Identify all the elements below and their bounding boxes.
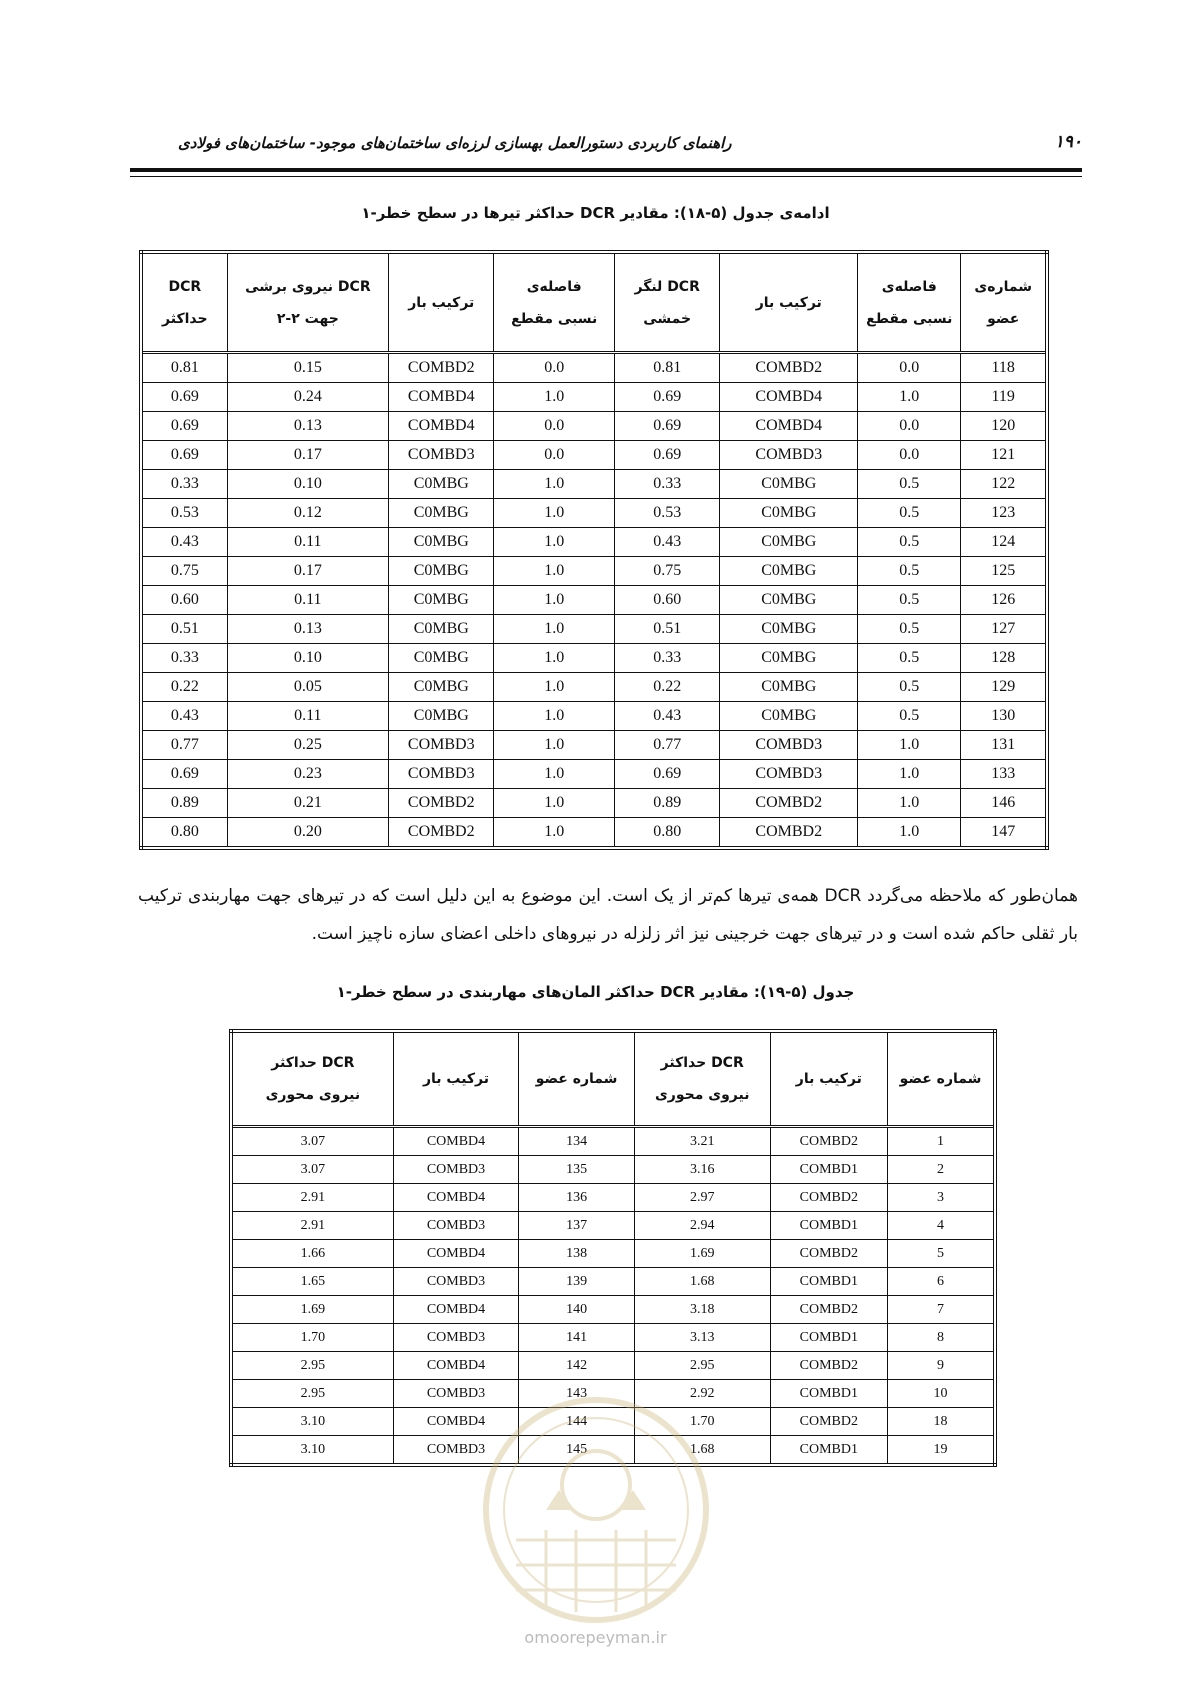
table-cell: C0MBG [389,499,494,528]
table-cell: C0MBG [389,557,494,586]
table-cell: 129 [961,673,1047,702]
t1-header-cell [141,252,227,353]
table-cell: 138 [519,1240,635,1268]
table-cell: 0.5 [858,499,961,528]
table-cell: 127 [961,615,1047,644]
table-cell: 0.5 [858,644,961,673]
header-rule-thin [130,176,1082,177]
table-cell: 0.5 [858,470,961,499]
table-cell: C0MBG [389,470,494,499]
table-cell: 1.70 [634,1408,770,1436]
table-cell: COMBD4 [720,383,858,412]
table-cell: 0.33 [614,470,719,499]
table-cell: 0.81 [614,353,719,383]
table-row [141,818,1047,849]
table-cell: 1.0 [494,760,615,789]
t1-header-line: DCR لنگر [634,278,700,295]
beam-dcr-table [139,250,1049,850]
table-cell: 0.13 [227,412,388,441]
page-header [130,120,1082,160]
t2-header-line: نیروی محوری [654,1087,750,1103]
table-cell: 125 [961,557,1047,586]
t1-header-line: ترکیب بار [408,294,475,311]
table-cell: COMBD2 [389,353,494,383]
table-cell: 0.5 [858,673,961,702]
table-cell: 3.07 [231,1127,393,1156]
table-cell: COMBD3 [393,1268,519,1296]
table-cell: 0.51 [614,615,719,644]
table-cell: 1.0 [494,818,615,849]
table-row [231,1268,995,1296]
table-cell: COMBD4 [389,412,494,441]
table-cell: 0.10 [227,470,388,499]
t1-header-line: DCR [168,278,202,295]
table-cell: 141 [519,1324,635,1352]
table-row [141,383,1047,412]
table-cell: 1.0 [494,470,615,499]
t1-header-cell [494,252,615,353]
table-cell: COMBD1 [770,1212,888,1240]
table-cell: 3.18 [634,1296,770,1324]
table-cell: C0MBG [720,557,858,586]
table-cell: 18 [888,1408,995,1436]
table-cell: 1.69 [231,1296,393,1324]
table-cell: 136 [519,1184,635,1212]
table-cell: 135 [519,1156,635,1184]
body-paragraph: همان‌طور که ملاحظه می‌گردد DCR همه‌ی تیرها کم‌تر از یک است. این موضوع به این دلیل است که در تیرهای جهت مهاربندی ترکیب بار ثقلی حاکم شده است و در تیرهای جهت خرجینی نیز اثر زلزله در نیروهای داخلی اعضای سازه ناچیز است. [138,886,1079,944]
table-cell: 2.91 [231,1184,393,1212]
table-cell: 122 [961,470,1047,499]
table-cell: COMBD3 [720,760,858,789]
t1-header-line: فاصله‌ی [881,278,937,295]
table-cell: COMBD3 [389,760,494,789]
table-cell: COMBD4 [393,1184,519,1212]
table-cell: 0.5 [858,615,961,644]
table1-caption: ادامه‌ی جدول (۵-۱۸): مقادیر DCR حداکثر تیرها در سطح خطر-۱ [361,204,830,222]
table-cell: 9 [888,1352,995,1380]
table-cell: 3 [888,1184,995,1212]
table-cell: 0.5 [858,586,961,615]
table-cell: 1.0 [494,528,615,557]
table-row [231,1212,995,1240]
table-cell: 0.53 [141,499,227,528]
table-cell: COMBD4 [720,412,858,441]
table-row [141,615,1047,644]
table-cell: 0.69 [141,441,227,470]
t1-header-cell [389,252,494,353]
table-cell: 0.0 [858,412,961,441]
table-cell: 145 [519,1436,635,1466]
t2-header-cell [634,1031,770,1127]
table-cell: 143 [519,1380,635,1408]
t2-header-line: ترکیب بار [795,1071,862,1087]
table-cell: 0.0 [494,441,615,470]
table-cell: 1.0 [494,615,615,644]
table-cell: 0.43 [141,528,227,557]
table-cell: 0.43 [614,702,719,731]
table-cell: 140 [519,1296,635,1324]
t1-header-line: حداکثر [162,310,208,327]
table-row [231,1184,995,1212]
table-row [231,1127,995,1156]
t1-header-cell [720,252,858,353]
table-cell: 134 [519,1127,635,1156]
table-cell: 0.17 [227,441,388,470]
table-cell: C0MBG [389,615,494,644]
table-cell: 0.69 [614,441,719,470]
t1-header-line: ترکیب بار [755,294,822,311]
table-cell: COMBD3 [393,1324,519,1352]
table-cell: 137 [519,1212,635,1240]
t1-header-cell [858,252,961,353]
table-cell: COMBD3 [720,441,858,470]
table-cell: 1.0 [494,673,615,702]
table-cell: 123 [961,499,1047,528]
table-cell: 0.5 [858,528,961,557]
table-cell: 121 [961,441,1047,470]
table-cell: 0.12 [227,499,388,528]
table-cell: COMBD4 [393,1352,519,1380]
table-row [141,586,1047,615]
t2-header-cell [231,1031,393,1127]
table-cell: 147 [961,818,1047,849]
table-cell: 0.53 [614,499,719,528]
table-cell: COMBD3 [389,441,494,470]
table-row [231,1156,995,1184]
table-row [141,499,1047,528]
table-cell: COMBD3 [389,731,494,760]
table2-header-row [231,1031,995,1127]
table-row [141,470,1047,499]
table-cell: 19 [888,1436,995,1466]
table-cell: 0.5 [858,702,961,731]
table-cell: 8 [888,1324,995,1352]
table-row [141,673,1047,702]
table-cell: 1.68 [634,1268,770,1296]
table-cell: 0.80 [614,818,719,849]
table-row [231,1240,995,1268]
table-cell: 0.69 [614,383,719,412]
table-cell: 1.70 [231,1324,393,1352]
table-cell: 6 [888,1268,995,1296]
table-cell: 0.25 [227,731,388,760]
table-cell: 1.0 [858,760,961,789]
table-cell: 0.43 [614,528,719,557]
table-cell: COMBD4 [393,1127,519,1156]
table-cell: 0.69 [141,412,227,441]
table-cell: 0.89 [141,789,227,818]
table-cell: 1.0 [494,731,615,760]
seal-icon [476,1390,716,1630]
table-cell: 1.0 [858,731,961,760]
table-cell: 0.77 [141,731,227,760]
table-cell: C0MBG [720,702,858,731]
table-cell: 0.69 [141,383,227,412]
table-cell: 0.17 [227,557,388,586]
table-cell: 3.10 [231,1408,393,1436]
table-cell: 1.65 [231,1268,393,1296]
table-cell: C0MBG [720,586,858,615]
t2-header-cell [393,1031,519,1127]
table-cell: 0.24 [227,383,388,412]
table-cell: 2.91 [231,1212,393,1240]
t2-header-line: ترکیب بار [422,1071,490,1087]
table-cell: C0MBG [720,615,858,644]
table-cell: 2.92 [634,1380,770,1408]
running-title: راهنمای کاربردی دستورالعمل بهسازی لرزه‌ای ساختمان‌های موجود- ساختمان‌های فولادی [178,134,732,152]
table-cell: 2.95 [231,1380,393,1408]
table-cell: COMBD1 [770,1436,888,1466]
table-cell: 118 [961,353,1047,383]
table-cell: 1.66 [231,1240,393,1268]
table-cell: COMBD3 [393,1380,519,1408]
table-cell: COMBD2 [720,353,858,383]
table-cell: 0.11 [227,528,388,557]
table-cell: COMBD4 [393,1296,519,1324]
table-cell: 1 [888,1127,995,1156]
table-cell: 0.80 [141,818,227,849]
table1-body [141,353,1047,849]
watermark-text: omoorepeyman.ir [524,1628,667,1647]
header-rule [130,168,1082,172]
table-cell: 1.68 [634,1436,770,1466]
table-row [141,353,1047,383]
table-cell: 0.05 [227,673,388,702]
table-cell: 0.13 [227,615,388,644]
table-cell: 144 [519,1408,635,1436]
t2-header-line: DCR حداکثر [660,1055,744,1071]
table-cell: 120 [961,412,1047,441]
table-cell: COMBD3 [393,1156,519,1184]
table-cell: 2.95 [634,1352,770,1380]
table-cell: COMBD1 [770,1380,888,1408]
table-cell: 124 [961,528,1047,557]
t1-header-cell [614,252,719,353]
table-cell: COMBD2 [389,789,494,818]
table-cell: COMBD2 [770,1352,888,1380]
t1-header-line: خمشی [643,310,692,327]
table-cell: 0.33 [141,470,227,499]
table-cell: 3.07 [231,1156,393,1184]
table-cell: 0.15 [227,353,388,383]
t2-header-line: شماره عضو [899,1071,982,1087]
t2-header-cell [888,1031,995,1127]
t2-header-line: DCR حداکثر [271,1055,355,1071]
table-cell: 3.13 [634,1324,770,1352]
table-cell: COMBD4 [393,1240,519,1268]
table-cell: 0.22 [141,673,227,702]
table-cell: 1.0 [858,818,961,849]
table-cell: C0MBG [720,499,858,528]
table-cell: 1.0 [494,499,615,528]
table-cell: 2.95 [231,1352,393,1380]
table-cell: 1.0 [494,702,615,731]
table-row [141,557,1047,586]
table-cell: 2 [888,1156,995,1184]
t2-header-cell [770,1031,888,1127]
table-cell: 0.60 [614,586,719,615]
table-cell: COMBD3 [720,731,858,760]
table-cell: C0MBG [389,644,494,673]
table-cell: 142 [519,1352,635,1380]
table-cell: C0MBG [720,470,858,499]
table-cell: 0.33 [141,644,227,673]
table-cell: 128 [961,644,1047,673]
table-cell: 0.20 [227,818,388,849]
table-cell: 3.21 [634,1127,770,1156]
table-cell: 1.0 [858,789,961,818]
table-cell: 126 [961,586,1047,615]
table-cell: 0.0 [858,441,961,470]
table-cell: 0.33 [614,644,719,673]
table-cell: 119 [961,383,1047,412]
table-cell: 0.51 [141,615,227,644]
t2-header-line: نیروی محوری [265,1087,361,1103]
table-cell: 1.0 [494,586,615,615]
table-cell: COMBD1 [770,1268,888,1296]
table-cell: COMBD1 [770,1156,888,1184]
table-cell: COMBD2 [720,789,858,818]
t1-header-line: شماره‌ی [974,278,1032,295]
table-cell: 5 [888,1240,995,1268]
t1-header-line: نسبی مقطع [866,310,953,327]
t2-header-line: شماره عضو [535,1071,618,1087]
t1-header-line: فاصله‌ی [526,278,582,295]
t1-header-line: نسبی مقطع [511,310,598,327]
table-cell: 0.23 [227,760,388,789]
table-cell: COMBD3 [393,1212,519,1240]
table-cell: 0.11 [227,702,388,731]
table-row [141,528,1047,557]
table-cell: 0.0 [494,412,615,441]
page-number: ۱۹۰ [1054,132,1082,152]
table-cell: 0.5 [858,557,961,586]
table1-header-row [141,252,1047,353]
table-cell: 133 [961,760,1047,789]
t1-header-cell [961,252,1047,353]
table-cell: 1.0 [494,383,615,412]
table-cell: 4 [888,1212,995,1240]
table-cell: 0.11 [227,586,388,615]
table-cell: 7 [888,1296,995,1324]
table-cell: 0.77 [614,731,719,760]
table-cell: 1.0 [494,789,615,818]
table-cell: 139 [519,1268,635,1296]
table-cell: 1.0 [494,644,615,673]
table-row [231,1324,995,1352]
t1-header-cell [227,252,388,353]
t2-header-cell [519,1031,635,1127]
table-cell: 0.81 [141,353,227,383]
table-cell: COMBD2 [389,818,494,849]
table-cell: C0MBG [720,644,858,673]
table-row [141,412,1047,441]
table-cell: 0.75 [614,557,719,586]
table-cell: COMBD3 [393,1436,519,1466]
table-cell: C0MBG [720,673,858,702]
t1-header-line: جهت ۲-۲ [276,310,339,327]
table-cell: C0MBG [389,586,494,615]
table-cell: COMBD2 [770,1240,888,1268]
table-cell: 0.0 [494,353,615,383]
table-cell: C0MBG [389,673,494,702]
table-cell: COMBD4 [389,383,494,412]
table-cell: COMBD2 [770,1408,888,1436]
table-cell: 0.10 [227,644,388,673]
table-cell: COMBD1 [770,1324,888,1352]
table-cell: 0.69 [614,760,719,789]
table-row [141,644,1047,673]
table-cell: C0MBG [720,528,858,557]
table-cell: C0MBG [389,702,494,731]
table-row [141,731,1047,760]
table-cell: 0.60 [141,586,227,615]
table-cell: 0.22 [614,673,719,702]
table-cell: 0.69 [614,412,719,441]
table-cell: COMBD2 [770,1127,888,1156]
table-cell: 10 [888,1380,995,1408]
t1-header-line: DCR نیروی برشی [245,278,371,295]
table-cell: 1.0 [858,383,961,412]
table-row [141,789,1047,818]
table-cell: COMBD2 [770,1296,888,1324]
table-cell: 0.21 [227,789,388,818]
table-cell: 131 [961,731,1047,760]
table-cell: 0.89 [614,789,719,818]
table-cell: 3.10 [231,1436,393,1466]
table-cell: 0.69 [141,760,227,789]
table-cell: 0.0 [858,353,961,383]
table-row [141,441,1047,470]
table-cell: COMBD2 [770,1184,888,1212]
table-cell: 2.94 [634,1212,770,1240]
table-cell: COMBD2 [720,818,858,849]
table-row [231,1296,995,1324]
table-row [141,702,1047,731]
table-cell: 1.0 [494,557,615,586]
table-cell: 0.43 [141,702,227,731]
table-cell: 0.75 [141,557,227,586]
table-cell: 146 [961,789,1047,818]
table2-caption: جدول (۵-۱۹): مقادیر DCR حداکثر المان‌های مهاربندی در سطح خطر-۱ [336,983,855,1001]
table-cell: C0MBG [389,528,494,557]
t1-header-line: عضو [987,310,1020,327]
table-row [231,1352,995,1380]
table-cell: 130 [961,702,1047,731]
table-cell: 1.69 [634,1240,770,1268]
table-cell: COMBD4 [393,1408,519,1436]
table-row [141,760,1047,789]
table-cell: 2.97 [634,1184,770,1212]
table-cell: 3.16 [634,1156,770,1184]
